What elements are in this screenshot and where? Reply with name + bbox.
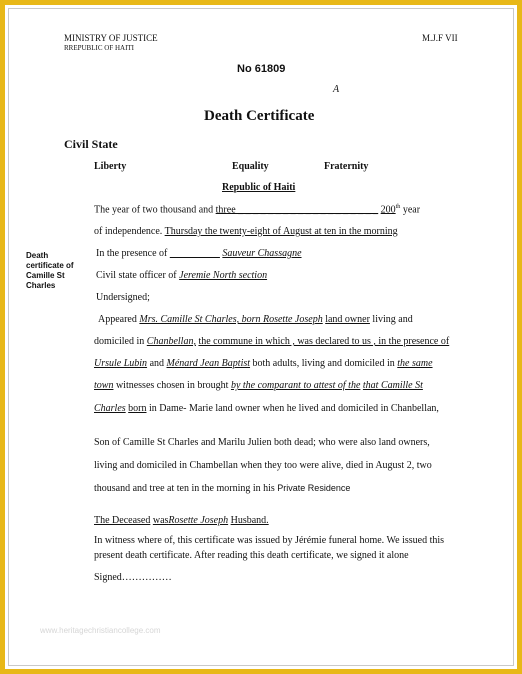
certificate-number: No 61809 (237, 63, 286, 75)
margin-note: Death certificate of Camille St Charles (26, 251, 74, 290)
body-line-12: living and domiciled in Chambellan when they too were alive, died in August 2, two (94, 460, 432, 471)
watermark: www.heritagechristiancollege.com (40, 626, 161, 635)
body-line-8: Ursule Lubin and Ménard Jean Baptist both adults, living and domiciled in the same (94, 358, 433, 369)
republic-heading: Republic of Haiti (222, 182, 296, 193)
section-heading: Civil State (64, 137, 118, 151)
body-line-3: In the presence of _ _ _ _ _ _ _ Sauveur Chassagne (96, 248, 302, 259)
body-line-4: Civil state officer of Jeremie North section (96, 270, 268, 281)
body-line-16: present death certificate. After reading this death certificate, we signed it alone (94, 550, 409, 561)
ministry-label: MINISTRY OF JUSTICE (64, 33, 158, 43)
body-line-9: town witnesses chosen in brought by the comparant to attest of the that Camille St (94, 380, 423, 391)
body-line-2: of independence. Thursday the twenty-eight of August at ten in the morning (94, 226, 398, 237)
signature-line: Signed…………… (94, 572, 172, 583)
document-title: Death Certificate (204, 108, 315, 124)
motto-equality: Equality (232, 161, 269, 172)
motto-liberty: Liberty (94, 161, 127, 172)
republic-label: RREPUBLIC OF HAITI (64, 44, 135, 52)
body-line-1: The year of two thousand and three _ _ _ _ _ _ _ _ _ _ _ _ _ _ _ _ _ _ _ 200th year (94, 204, 421, 216)
body-line-6: Appeared Mrs. Camille St Charles, born Rosette Joseph land owner living and (98, 314, 413, 325)
body-line-15: In witness where of, this certificate was issued by Jérémie funeral home. We issued this (94, 535, 445, 546)
body-line-13: thousand and tree at ten in the morning in his Private Residence (94, 483, 351, 494)
body-line-11: Son of Camille St Charles and Marilu Julien both dead; who were also land owners, (94, 437, 430, 448)
body-line-7: domiciled in Chanbellan, the commune in which , was declared to us , in the presence of (94, 336, 450, 347)
form-code: M.J.F VII (422, 33, 458, 43)
body-line-10: Charles born in Dame- Marie land owner when he lived and domiciled in Chanbellan, (94, 403, 439, 414)
motto-fraternity: Fraternity (324, 161, 369, 172)
body-line-14: The Deceased wasRosette Joseph Husband. (94, 515, 269, 526)
letter-mark: A (333, 84, 340, 95)
body-line-5: Undersigned; (96, 292, 150, 303)
